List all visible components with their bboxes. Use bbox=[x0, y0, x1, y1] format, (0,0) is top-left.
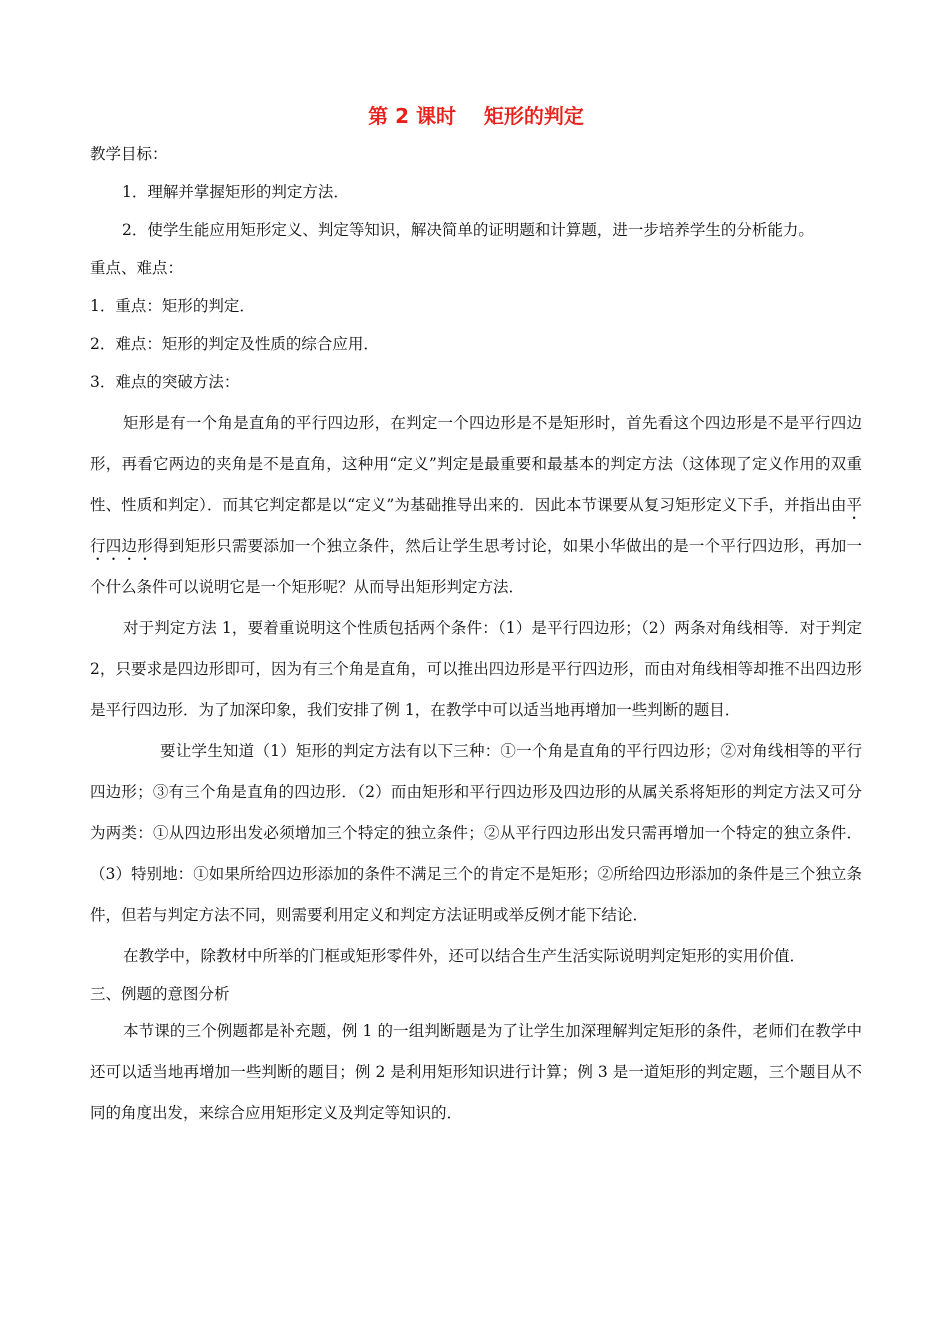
key-point-1: 1．重点：矩形的判定． bbox=[90, 297, 255, 315]
paragraph-method-1-2: 对于判定方法 1，要着重说明这个性质包括两个条件：（1）是平行四边形；（2）两条对角线相等．对于判定 2，只要求是四边形即可，因为有三个角是直角，可以推出四边形是平行四边形，而由对角线相等却推不出四边形是平行四边形．为了加深印象，我们安排了例 1，在教学中可以适当地再增加一些判断的题目． bbox=[90, 619, 862, 719]
teaching-goals-heading: 教学目标： bbox=[90, 145, 168, 163]
paragraph-practical-value: 在教学中，除教材中所举的门框或矩形零件外，还可以结合生产生活实际说明判定矩形的实用价值． bbox=[123, 947, 806, 965]
paragraph-example-analysis: 本节课的三个例题都是补充题，例 1 的一组判断题是为了让学生加深理解判定矩形的条件，老师们在教学中还可以适当地再增加一些判断的题目；例 2 是利用矩形知识进行计算；例 3 是一道矩形的判定题，三个题目从不同的角度出发，来综合应用矩形定义及判定等知识的． bbox=[90, 1022, 862, 1122]
emphasized-parallelogram: 平行四边形 bbox=[90, 496, 862, 555]
key-point-3: 3．难点的突破方法： bbox=[90, 373, 240, 391]
goal-2: 2．使学生能应用矩形定义、判定等知识，解决简单的证明题和计算题，进一步培养学生的分析能力。 bbox=[122, 221, 814, 239]
paragraph-1-end: 得到矩形只需要添加一个独立条件，然后让学生思考讨论，如果小华做出的是一个平行四边形，再加一个什么条件可以说明它是一个矩形呢？从而导出矩形判定方法． bbox=[90, 537, 862, 596]
paragraph-difficulty-method bbox=[90, 403, 862, 608]
goal-1: 1．理解并掌握矩形的判定方法． bbox=[122, 183, 349, 201]
paragraph-1-start: 矩形是有一个角是直角的平行四边形，在判定一个四边形是不是矩形时，首先看这个四边形是不是平行四边形，再看它两边的夹角是不是直角，这种用“定义”判定是最重要和最基本的判定方法（这体现了定义作用的双重性、性质和判定）．而其它判定都是以“定义”为基础推导出来的．因此本节课要从复习矩形定义下手，并指出由 bbox=[90, 414, 862, 514]
key-points-heading: 重点、难点： bbox=[90, 259, 184, 277]
paragraph-three-methods: 要让学生知道（1）矩形的判定方法有以下三种：①一个角是直角的平行四边形；②对角线相等的平行四边形；③有三个角是直角的四边形．（2）而由矩形和平行四边形及四边形的从属关系将矩形的判定方法又可分为两类：①从四边形出发必须增加三个特定的独立条件；②从平行四边形出发只需再增加一个特定的独立条件．（3）特别地：①如果所给四边形添加的条件不满足三个的肯定不是矩形；②所给四边形添加的条件是三个独立条件，但若与判定方法不同，则需要利用定义和判定方法证明或举反例才能下结论． bbox=[90, 742, 862, 924]
section-3-heading: 三、例题的意图分析 bbox=[90, 985, 230, 1003]
page-title: 第 2 课时 矩形的判定 bbox=[368, 104, 584, 128]
key-point-2: 2．难点：矩形的判定及性质的综合应用． bbox=[90, 335, 379, 353]
